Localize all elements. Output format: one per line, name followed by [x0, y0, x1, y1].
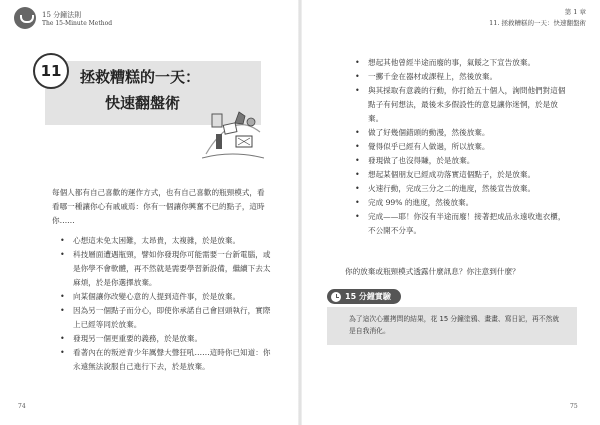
- list-item: • 看著內在的叛逆青少年厲聲大聲狂吼……這時你已知道：你永遠無法說服自己進行下去，於是放棄。: [60, 346, 272, 374]
- list-item: • 發現另一個更重要的義務，於是放棄。: [60, 332, 272, 346]
- list-item: • 覺得似乎已經有人做過，所以放棄。: [355, 140, 570, 154]
- book-title-cn: 15 分鐘法則: [42, 11, 82, 19]
- experiment-label: 15 分鐘實驗: [345, 292, 391, 301]
- juggling-illustration-icon: [202, 108, 264, 160]
- list-item: • 心想這未免太困難，太昂貴，太複雜，於是放棄。: [60, 234, 272, 248]
- right-bullet-list: [355, 56, 570, 238]
- running-header-left: [14, 7, 154, 37]
- left-bullet-list: [60, 234, 272, 374]
- section-label: 11. 拯救糟糕的一天：快速翻盤術: [489, 19, 586, 27]
- list-item: • 想起其他曾經半途而廢的事，氣餒之下宣告放棄。: [355, 56, 570, 70]
- reflection-question: 你的放棄或瓶頸模式透露什麼訊息？你注意到什麼？: [345, 267, 520, 276]
- running-header-right: [489, 7, 586, 27]
- page-number-right: 75: [570, 403, 578, 410]
- chapter-title-line1: 拯救糟糕的一天：: [80, 68, 201, 86]
- list-item: • 完成——耶！你沒有半途而廢！接著把成品永遠收進衣櫃，不公開不分享。: [355, 210, 570, 238]
- list-item: • 科技層面遭遇瓶頸，譬如你發現你可能需要一台新電腦，或是你學不會軟體，再不然就是需要學習新設備，繼續下去太麻煩，於是你選擇放棄。: [60, 248, 272, 290]
- clock-icon: [331, 292, 341, 302]
- chapter-label: 第 1 章: [564, 8, 586, 16]
- book-gutter: [298, 0, 302, 425]
- book-title-en: The 15-Minute Method: [42, 20, 113, 27]
- list-item: • 火速行動，完成三分之二的進度，然後宣告放棄。: [355, 182, 570, 196]
- experiment-header: [327, 289, 401, 304]
- list-item: • 完成 99% 的進度，然後放棄。: [355, 196, 570, 210]
- list-item: • 做了好幾個錯頭的動漫，然後放棄。: [355, 126, 570, 140]
- list-item: • 一擲千金在器材或課程上，然後放棄。: [355, 70, 570, 84]
- chapter-number: 11: [33, 53, 69, 89]
- book-logo-icon: [14, 7, 36, 29]
- experiment-box: [327, 289, 577, 344]
- chapter-title-line2: 快速翻盤術: [105, 94, 181, 112]
- list-item: • 與其採取有意義的行動，你打給五十個人，詢問他們對這個點子有何想法，最後未多假設性的意見讓你迷惘，於是放棄。: [355, 84, 570, 126]
- list-item: • 向某個讓你改變心意的人提到這件事，於是放棄。: [60, 290, 272, 304]
- page-number-left: 74: [18, 403, 26, 410]
- list-item: • 發現做了也沒得賺，於是放棄。: [355, 154, 570, 168]
- experiment-body: 為了這次心靈拷問的結果，花 15 分鐘塗鴉、畫畫、寫日記，再不然就是自我消化。: [327, 307, 577, 345]
- list-item: • 想起某個朋友已經成功落實這個點子，於是放棄。: [355, 168, 570, 182]
- intro-paragraph: 每個人都有自己喜歡的運作方式，也有自己喜歡的瓶頸模式，看看哪一種讓你心有戚戚焉：你有一個讓你興奮不已的點子，這時你……: [52, 188, 265, 225]
- list-item: • 因為另一個點子而分心，即使你承諾自己會回頭執行，實際上已經等同於放棄。: [60, 304, 272, 332]
